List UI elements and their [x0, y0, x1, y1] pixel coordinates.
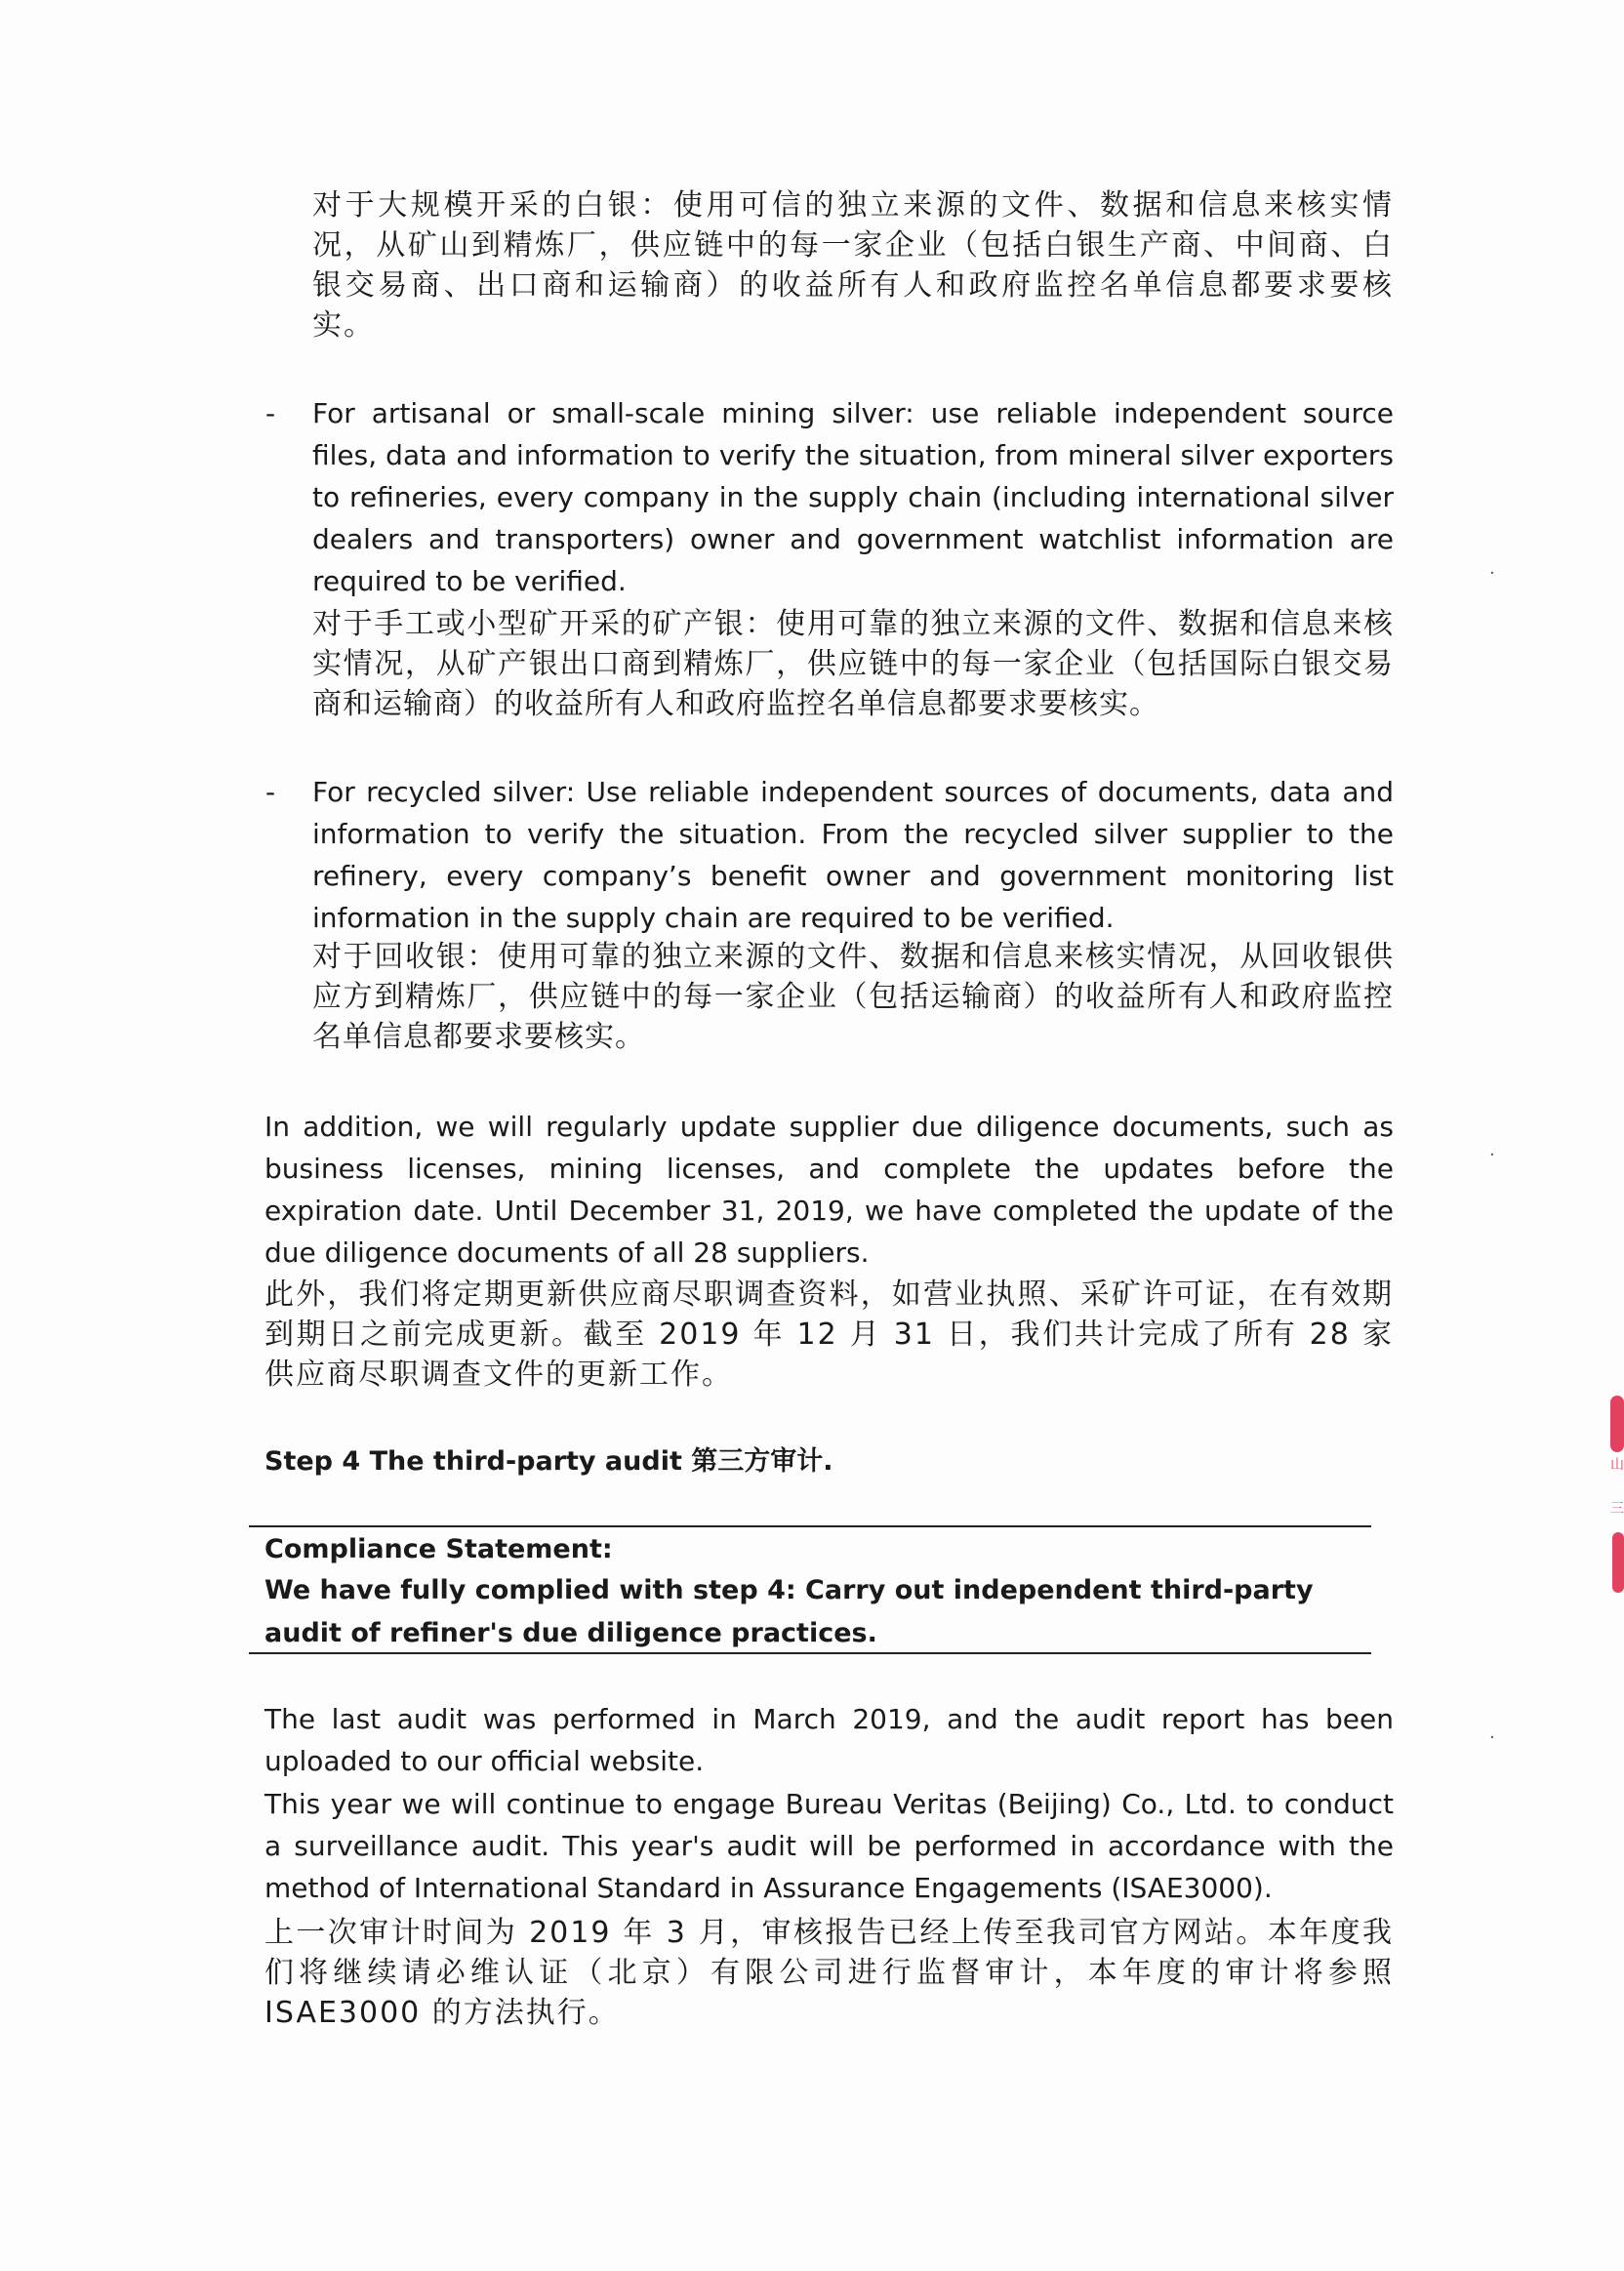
- bullet-dash-artisanal: -: [265, 397, 276, 429]
- compliance-label: Compliance Statement:: [264, 1534, 613, 1564]
- audit-paragraph-1: The last audit was performed in March 2019, and the audit report has been uploaded to our official website.: [264, 1703, 1394, 1777]
- margin-mark: .: [1489, 558, 1495, 579]
- compliance-bottom-rule: [249, 1652, 1371, 1654]
- bullet-recycled-en: For recycled silver: Use reliable independent sources of documents, data and information to verify the situation. From the recycled silver supplier to the refinery, every company’s benefit owner and government monitoring list information in the supply chain are required to be verified.: [312, 776, 1394, 934]
- bullet-artisanal-zh: 对于手工或小型矿开采的矿产银：使用可靠的独立来源的文件、数据和信息来核实情况，从矿产银出口商到精炼厂，供应链中的每一家企业（包括国际白银交易商和运输商）的收益所有人和政府监控名单信息都要求要核实。: [312, 607, 1394, 721]
- paragraph-addition-en: In addition, we will regularly update supplier due diligence documents, such as business licenses, mining licenses, and complete the updates before the expiration date. Until December 31, 2019, we have completed the update of the due diligence documents of all 28 suppliers.: [264, 1111, 1394, 1269]
- bullet-artisanal-en: For artisanal or small-scale mining silver: use reliable independent source files, data and information to verify the situation, from mineral silver exporters to refineries, every company in the supply chain (including international silver dealers and transporters) owner and government watchlist information are required to be verified.: [312, 397, 1394, 597]
- paragraph-large-scale-zh: 对于大规模开采的白银：使用可信的独立来源的文件、数据和信息来核实情况，从矿山到精炼厂，供应链中的每一家企业（包括白银生产商、中间商、白银交易商、出口商和运输商）的收益所有人和政府监控名单信息都要求要核实。: [312, 188, 1394, 343]
- compliance-text: We have fully complied with step 4: Carry out independent third-party audit of refiner's due diligence practices.: [264, 1575, 1314, 1648]
- compliance-top-rule: [249, 1525, 1371, 1527]
- step4-heading: Step 4 The third-party audit 第三方审计.: [264, 1446, 833, 1477]
- paragraph-addition-zh: 此外，我们将定期更新供应商尽职调查资料，如营业执照、采矿许可证，在有效期到期日之前完成更新。截至 2019 年 12 月 31 日，我们共计完成了所有 28 家供应商尽职调查文件的更新工作。: [264, 1277, 1394, 1392]
- audit-paragraph-zh: 上一次审计时间为 2019 年 3 月，审核报告已经上传至我司官方网站。本年度我们将继续请必维认证（北京）有限公司进行监督审计，本年度的审计将参照 ISAE3000 的方法执行。: [264, 1916, 1394, 2030]
- margin-mark: .: [1489, 1140, 1495, 1160]
- audit-paragraph-2: This year we will continue to engage Bureau Veritas (Beijing) Co., Ltd. to conduct a surveillance audit. This year's audit will be performed in accordance with the method of International Standard in Assurance Engagements (ISAE3000).: [264, 1788, 1394, 1904]
- seal-fragment: 三: [1610, 1501, 1624, 1517]
- bullet-recycled-zh: 对于回收银：使用可靠的独立来源的文件、数据和信息来核实情况，从回收银供应方到精炼厂，供应链中的每一家企业（包括运输商）的收益所有人和政府监控名单信息都要求要核实。: [312, 940, 1394, 1054]
- seal-edge: [1610, 1396, 1624, 1452]
- margin-mark: .: [1489, 1723, 1495, 1743]
- seal-fragment: 山: [1610, 1457, 1624, 1473]
- seal-edge: [1612, 1532, 1624, 1593]
- bullet-dash-recycled: -: [265, 776, 276, 808]
